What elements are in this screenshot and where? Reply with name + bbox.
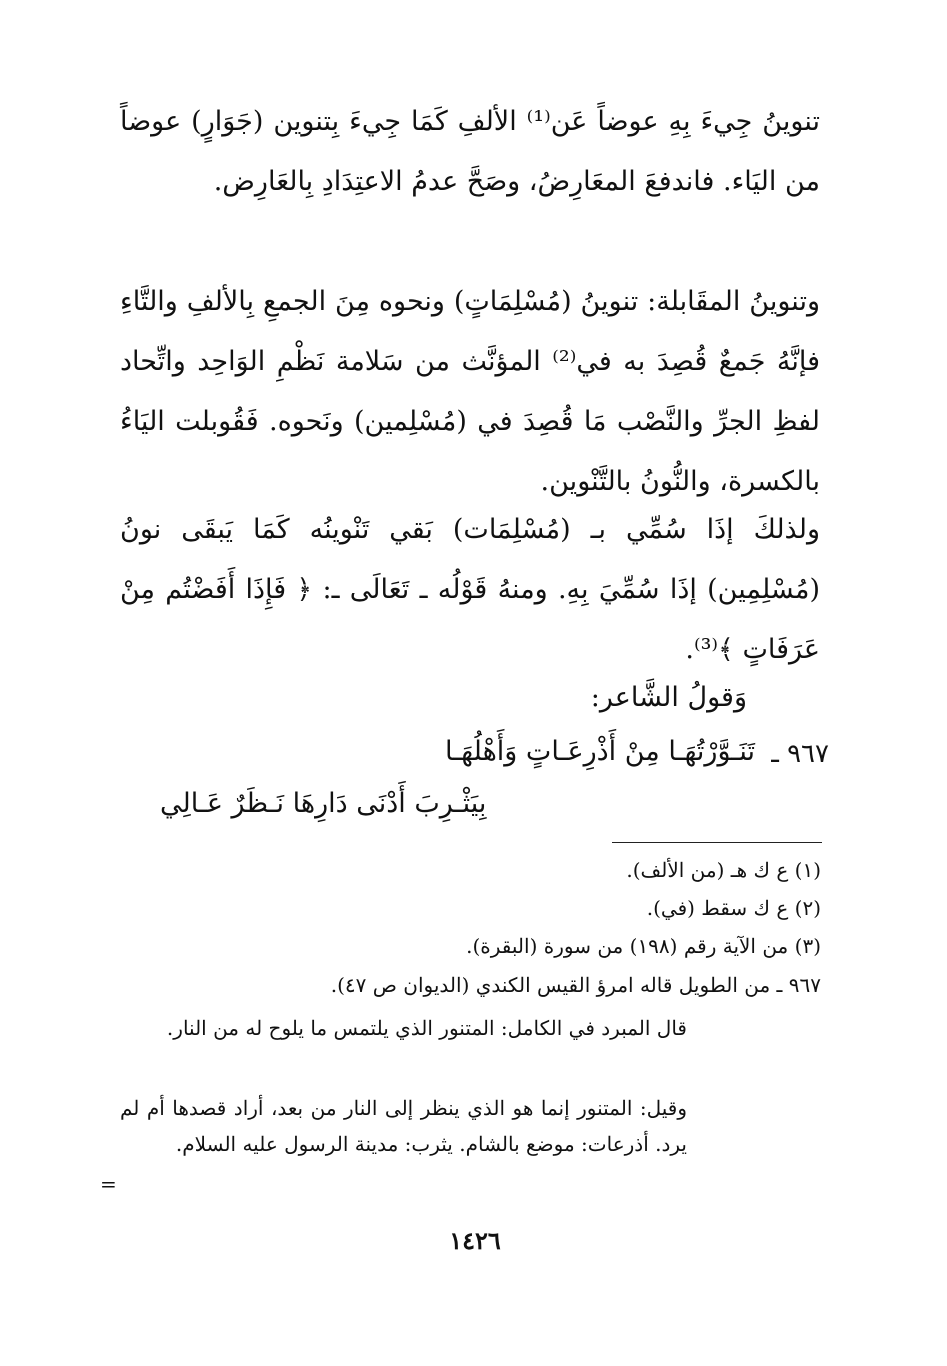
- verse-intro: وَقولُ الشَّاعر:: [590, 682, 747, 713]
- footnote-3: (٣) من الآية رقم (١٩٨) من سورة (البقرة).: [466, 934, 821, 958]
- paragraph-1: تنوينُ جِيءَ بِهِ عوضاً عَن⁽¹⁾ الألفِ كَمَا جِيءَ بِتنوين (جَوَارٍ) عوضاً من اليَاء. فاندفعَ المعَارِضُ، وصَحَّ عدمُ الاعتِدَادِ بِالعَارِض.: [120, 106, 820, 197]
- page-number: ١٤٢٦: [449, 1226, 501, 1255]
- footnote-1: (١) ع ك هـ (من الألف).: [626, 858, 821, 882]
- verse-number: ٩٦٧ ـ: [771, 739, 829, 769]
- footnote-verse-note-1: قال المبرد في الكامل: المتنور الذي يلتمس ما يلوح له من النار.: [166, 1016, 687, 1040]
- footnote-2: (٢) ع ك سقط (في).: [646, 896, 821, 920]
- footnote-separator: [612, 842, 822, 843]
- paragraph-2: وتنوينُ المقَابلة: تنوينُ (مُسْلِمَاتٍ) ونحوه مِنَ الجمعِ بِالألفِ والتَّاءِ فإنَّهُ جَمعٌ قُصِدَ به في⁽²⁾ المؤنَّث من سَلامة نَظْمِ الوَاحِد واتِّحاد لفظِ الجرِّ والنَّصْب مَا قُصِدَ في (مُسْلِمين) ونَحوه. فَقُوبلت اليَاءُ بالكسرة، والنُّونُ بالتَّنْوين.: [120, 286, 820, 497]
- paragraph-3: ولذلكَ إذَا سُمِّي بـ (مُسْلِمَات) بَقي تَنْوينُه كَمَا يَبقَى نونُ (مُسْلِمِين) إذَا سُمِّيَ بِهِ. ومنهُ قَوْلُه ـ تَعَالَى ـ: ﴿ فَإِذَا أَفَضْتُم مِنْ عَرَفَاتٍ ﴾⁽³⁾.: [120, 514, 820, 665]
- continuation-mark: =: [100, 1172, 117, 1196]
- footnote-verse-source: ٩٦٧ ـ من الطويل قاله امرؤ القيس الكندي (الديوان ص ٤٧).: [330, 973, 821, 997]
- verse-line-2: بِيَثْـرِبَ أَدْنَى دَارِهَا نَـظَرٌ عَـالِي: [160, 788, 487, 819]
- verse-line-1: تَنَـوَّرْتُهَـا مِنْ أَذْرِعَـاتٍ وَأَهْلُهَـا: [445, 736, 755, 767]
- footnote-verse-note-2: وقيل: المتنور إنما هو الذي ينظر إلى النار من بعد، أراد قصدها أم لم يرد. أذرعات: موضع بالشام. يثرب: مدينة الرسول عليه السلام.: [120, 1096, 687, 1156]
